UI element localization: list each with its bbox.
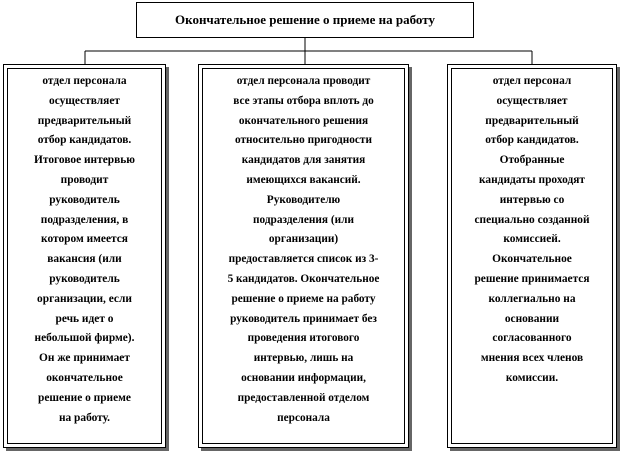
column-text-middle: отдел персонала проводит все этапы отбора вплоть до окончательного решения относительно пригодности кандидатов для занятия имеющихся вакансий. Руководителю подразделения (или организации) предоставляется список из 3- 5 кандидатов. Окончательное решение о приеме на работу руководитель принимает без проведения итогового интервью, лишь на основании информации, предоставленной отделом персонала xyxy=(227,75,380,424)
column-inner-frame-middle xyxy=(202,68,405,444)
column-box-middle xyxy=(198,64,409,448)
column-text-left: отдел персонала осуществляет предварительный отбор кандидатов. Итоговое интервью проводит руководитель подразделения, в котором имеется вакансия (или руководитель организации, если речь идет о небольшой фирме). Он же принимает окончательное решение о приеме на работу. xyxy=(34,75,135,424)
column-inner-frame-left xyxy=(7,68,162,444)
diagram-title: Окончательное решение о приеме на работу xyxy=(175,12,435,27)
column-box-right xyxy=(447,64,617,448)
column-text-right: отдел персонал осуществляет предварительный отбор кандидатов. Отобранные кандидаты проходят интервью со специально созданной комиссией. Окончательное решение принимается коллегиально на основании согласованного мнения всех членов комиссии. xyxy=(474,75,590,384)
column-box-left xyxy=(3,64,166,448)
column-inner-frame-right xyxy=(451,68,613,444)
title-box xyxy=(136,2,474,38)
